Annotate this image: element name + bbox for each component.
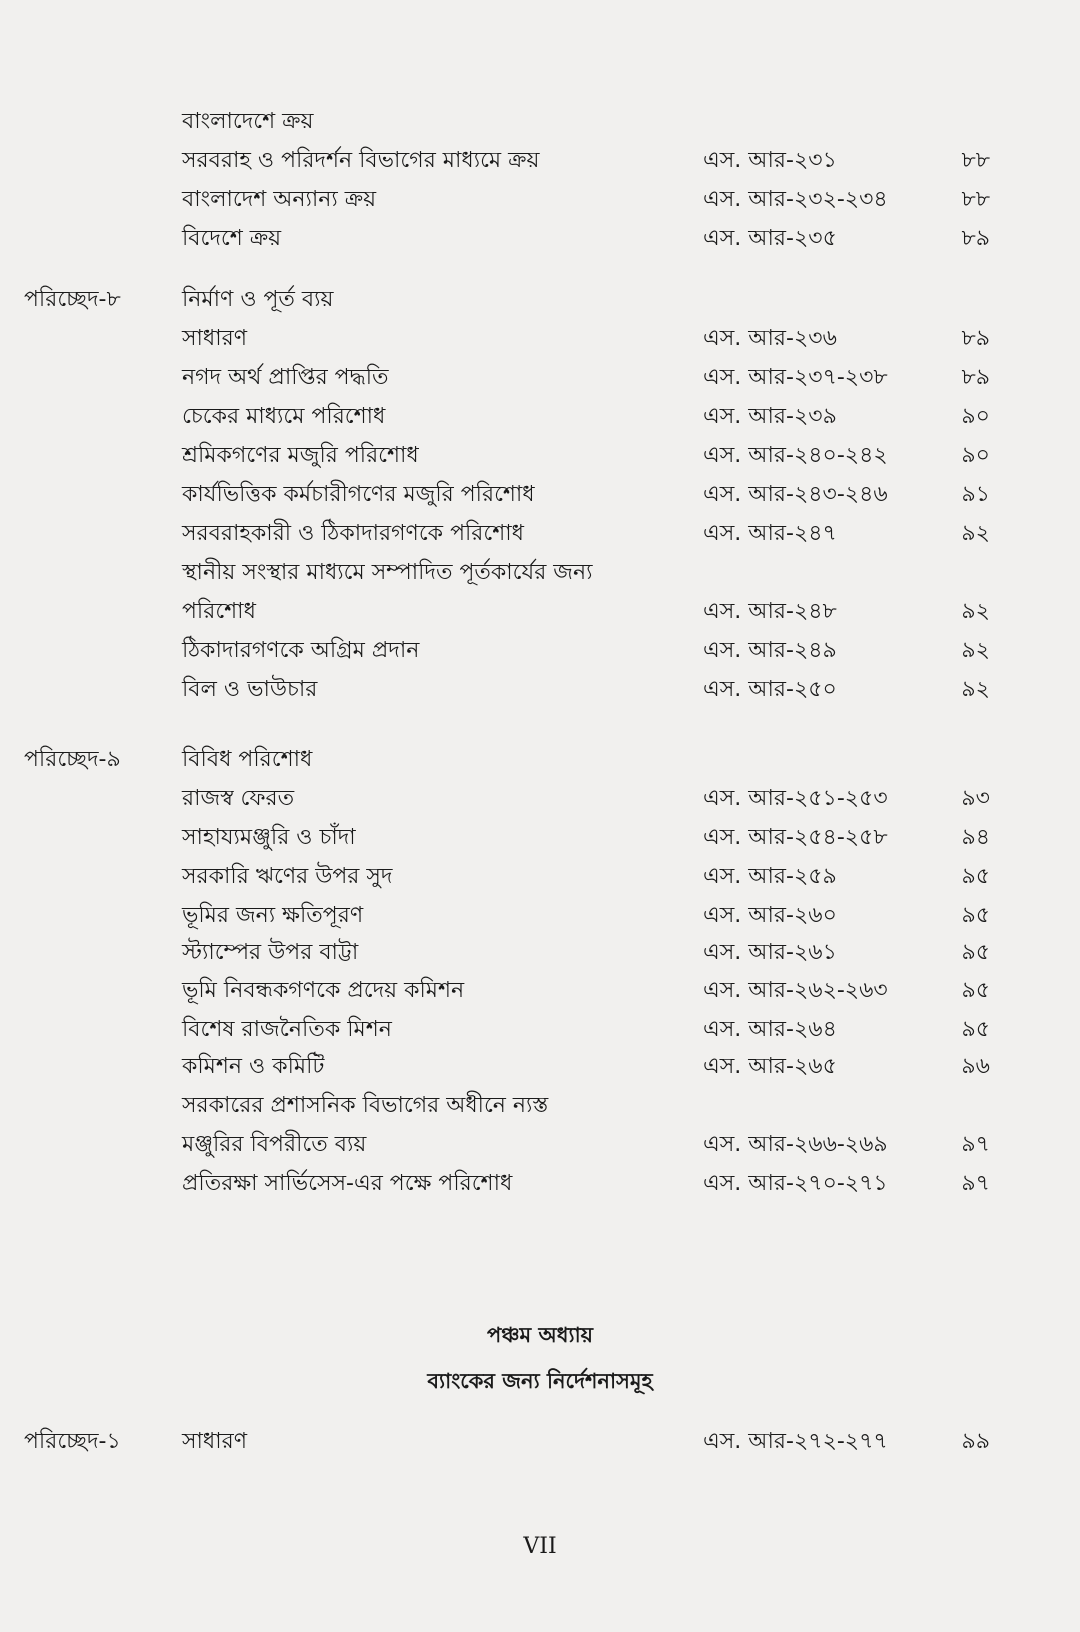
toc-ref: এস. আর-২৩২-২৩৪ bbox=[703, 187, 888, 212]
toc-ref: এস. আর-২৬২-২৬৩ bbox=[703, 978, 888, 1003]
toc-row bbox=[0, 320, 1080, 358]
toc-page: ৮৮ bbox=[961, 187, 990, 212]
toc-title: বাংলাদেশ অন্যান্য ক্রয় bbox=[182, 187, 377, 212]
toc-title: শ্রমিকগণের মজুরি পরিশোধ bbox=[182, 443, 419, 468]
toc-ref: এস. আর-২৫০ bbox=[703, 677, 837, 702]
toc-page: ৯০ bbox=[961, 404, 990, 429]
toc-title: বিশেষ রাজনৈতিক মিশন bbox=[182, 1017, 392, 1042]
toc-title: স্ট্যাম্পের উপর বাট্টা bbox=[182, 940, 359, 965]
toc-title: প্রতিরক্ষা সার্ভিসেস-এর পক্ষে পরিশোধ bbox=[182, 1171, 513, 1196]
toc-page: ৯৯ bbox=[961, 1429, 990, 1454]
toc-page: ৯৭ bbox=[961, 1171, 990, 1196]
toc-title: ভূমির জন্য ক্ষতিপূরণ bbox=[182, 903, 364, 928]
toc-page: ৯৩ bbox=[961, 786, 990, 811]
toc-chapter: পরিচ্ছেদ-৯ bbox=[24, 747, 121, 772]
toc-title: বিবিধ পরিশোধ bbox=[182, 747, 313, 772]
toc-row bbox=[0, 281, 1080, 319]
toc-row bbox=[0, 1048, 1080, 1086]
toc-title: সাহায্যমঞ্জুরি ও চাঁদা bbox=[182, 825, 356, 850]
toc-page: ৯২ bbox=[961, 599, 990, 624]
toc-ref: এস. আর-২৪৩-২৪৬ bbox=[703, 482, 888, 507]
toc-title: পরিশোধ bbox=[182, 599, 256, 624]
toc-title: সরবরাহ ও পরিদর্শন বিভাগের মাধ্যমে ক্রয় bbox=[182, 148, 540, 173]
toc-row bbox=[0, 1087, 1080, 1125]
toc-title: ঠিকাদারগণকে অগ্রিম প্রদান bbox=[182, 638, 420, 663]
toc-page: ৯৬ bbox=[961, 1054, 990, 1079]
toc-ref: এস. আর-২৩৬ bbox=[703, 326, 837, 351]
toc-page: ৯৫ bbox=[961, 978, 990, 1003]
toc-row bbox=[0, 398, 1080, 436]
toc-row bbox=[0, 1165, 1080, 1203]
toc-page: ৮৮ bbox=[961, 148, 990, 173]
toc-row bbox=[0, 741, 1080, 779]
toc-row bbox=[0, 142, 1080, 180]
toc-row bbox=[0, 181, 1080, 219]
toc-title: বিদেশে ক্রয় bbox=[182, 226, 282, 251]
toc-row bbox=[0, 632, 1080, 670]
toc-chapter: পরিচ্ছেদ-১ bbox=[24, 1429, 121, 1454]
toc-title: কমিশন ও কমিটি bbox=[182, 1054, 325, 1079]
toc-ref: এস. আর-২৪৯ bbox=[703, 638, 837, 663]
toc-title: নগদ অর্থ প্রাপ্তির পদ্ধতি bbox=[182, 365, 389, 390]
toc-title: নির্মাণ ও পূর্ত ব্যয় bbox=[182, 287, 334, 312]
toc-ref: এস. আর-২৪০-২৪২ bbox=[703, 443, 888, 468]
toc-page: ৯৫ bbox=[961, 864, 990, 889]
toc-ref: এস. আর-২৫১-২৫৩ bbox=[703, 786, 888, 811]
toc-row bbox=[0, 897, 1080, 935]
toc-page: ৯৪ bbox=[961, 825, 990, 850]
toc-ref: এস. আর-২৩৫ bbox=[703, 226, 837, 251]
toc-row bbox=[0, 593, 1080, 631]
toc-ref: এস. আর-২৬০ bbox=[703, 903, 837, 928]
toc-page: ৯৫ bbox=[961, 903, 990, 928]
toc-row bbox=[0, 220, 1080, 258]
toc-row bbox=[0, 1011, 1080, 1049]
toc-title: সরবরাহকারী ও ঠিকাদারগণকে পরিশোধ bbox=[182, 521, 524, 546]
toc-ref: এস. আর-২৬৬-২৬৯ bbox=[703, 1132, 888, 1157]
toc-row bbox=[0, 476, 1080, 514]
toc-row bbox=[0, 437, 1080, 475]
toc-title: ভূমি নিবন্ধকগণকে প্রদেয় কমিশন bbox=[182, 978, 465, 1003]
toc-page: ৯২ bbox=[961, 521, 990, 546]
toc-ref: এস. আর-২৬৪ bbox=[703, 1017, 837, 1042]
toc-ref: এস. আর-২৪৭ bbox=[703, 521, 837, 546]
toc-row bbox=[0, 103, 1080, 141]
toc-title: কার্যভিত্তিক কর্মচারীগণের মজুরি পরিশোধ bbox=[182, 482, 535, 507]
toc-title: বাংলাদেশে ক্রয় bbox=[182, 109, 314, 134]
toc-row bbox=[0, 819, 1080, 857]
toc-page: ৯৫ bbox=[961, 940, 990, 965]
toc-title: রাজস্ব ফেরত bbox=[182, 786, 295, 811]
toc-ref: এস. আর-২৭০-২৭১ bbox=[703, 1171, 888, 1196]
toc-page: ৮৯ bbox=[961, 326, 990, 351]
toc-ref: এস. আর-২৪৮ bbox=[703, 599, 837, 624]
toc-ref: এস. আর-২৩১ bbox=[703, 148, 837, 173]
toc-title: সরকারের প্রশাসনিক বিভাগের অধীনে ন্যস্ত bbox=[182, 1093, 549, 1118]
toc-row bbox=[0, 780, 1080, 818]
toc-row bbox=[0, 1126, 1080, 1164]
section-subheading: ব্যাংকের জন্য নির্দেশনাসমূহ bbox=[427, 1369, 653, 1393]
toc-title: সাধারণ bbox=[182, 326, 248, 351]
toc-row bbox=[0, 554, 1080, 592]
toc-row bbox=[0, 972, 1080, 1010]
toc-title: চেকের মাধ্যমে পরিশোধ bbox=[182, 404, 386, 429]
toc-page: ৯৫ bbox=[961, 1017, 990, 1042]
toc-page: ৯২ bbox=[961, 677, 990, 702]
toc-page: ৮৯ bbox=[961, 226, 990, 251]
toc-row bbox=[0, 934, 1080, 972]
toc-ref: এস. আর-২৫৯ bbox=[703, 864, 837, 889]
toc-row bbox=[0, 1423, 1080, 1461]
toc-ref: এস. আর-২৬১ bbox=[703, 940, 837, 965]
toc-ref: এস. আর-২৫৪-২৫৮ bbox=[703, 825, 888, 850]
toc-title: স্থানীয় সংস্থার মাধ্যমে সম্পাদিত পূর্তকার্যের জন্য bbox=[182, 560, 593, 585]
page-number: VII bbox=[523, 1534, 557, 1559]
toc-page: ৯১ bbox=[961, 482, 990, 507]
toc-page: ৯২ bbox=[961, 638, 990, 663]
section-heading: পঞ্চম অধ্যায় bbox=[486, 1323, 594, 1347]
toc-page: ৯৭ bbox=[961, 1132, 990, 1157]
toc-row bbox=[0, 515, 1080, 553]
toc-title: মঞ্জুরির বিপরীতে ব্যয় bbox=[182, 1132, 367, 1157]
toc-row bbox=[0, 858, 1080, 896]
toc-ref: এস. আর-২৭২-২৭৭ bbox=[703, 1429, 888, 1454]
toc-page: ৯০ bbox=[961, 443, 990, 468]
toc-row bbox=[0, 671, 1080, 709]
toc-title: সাধারণ bbox=[182, 1429, 248, 1454]
toc-ref: এস. আর-২৩৭-২৩৮ bbox=[703, 365, 888, 390]
toc-title: সরকারি ঋণের উপর সুদ bbox=[182, 864, 393, 889]
toc-ref: এস. আর-২৬৫ bbox=[703, 1054, 837, 1079]
toc-ref: এস. আর-২৩৯ bbox=[703, 404, 837, 429]
toc-row bbox=[0, 359, 1080, 397]
toc-title: বিল ও ভাউচার bbox=[182, 677, 318, 702]
toc-page: ৮৯ bbox=[961, 365, 990, 390]
toc-chapter: পরিচ্ছেদ-৮ bbox=[24, 287, 121, 312]
